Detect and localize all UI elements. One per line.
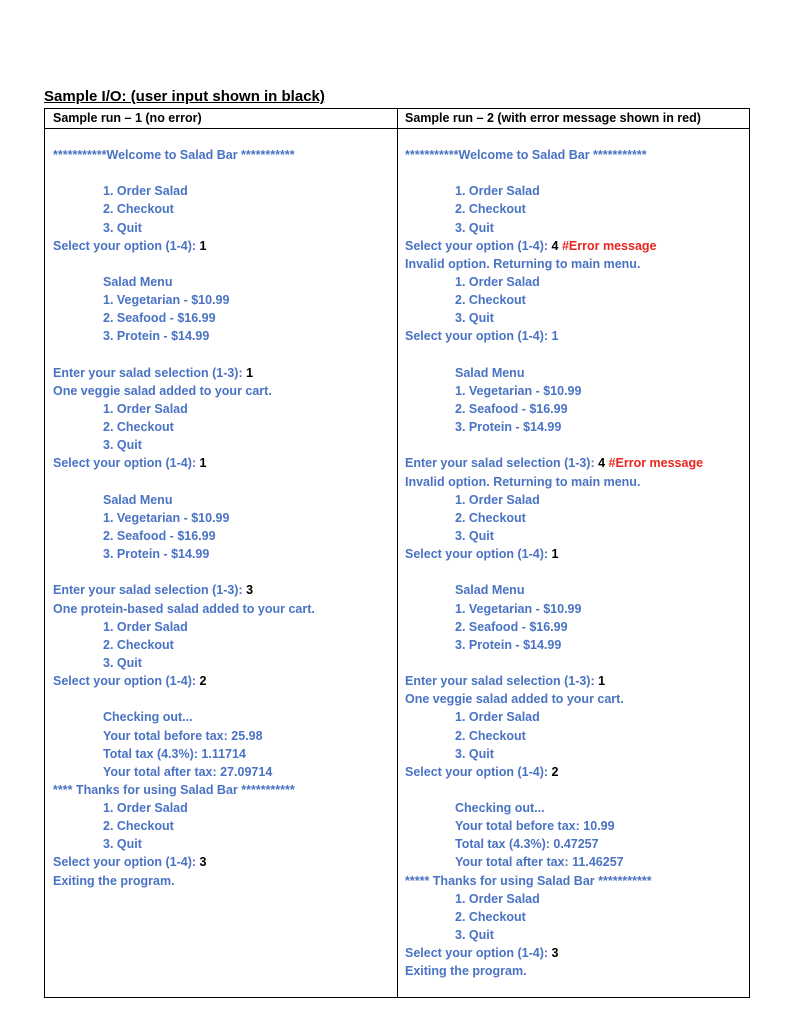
console-line [405,418,745,436]
output-text: Select your option (1-4): [53,674,200,689]
output-text: 1. Order Salad [103,619,188,634]
output-text: 3. Quit [103,655,142,670]
console-line [405,763,745,781]
console-line [53,491,393,509]
output-text: Salad Menu [103,492,173,507]
console-line [405,654,745,672]
console-line [405,237,745,255]
console-line [53,182,393,200]
console-line [405,273,745,291]
output-text: 2. Checkout [103,819,174,834]
output-text: Select your option (1-4): [53,855,200,870]
user-input: 3 [551,946,559,961]
console-line [53,745,393,763]
console-line [53,545,393,563]
header-run-2: Sample run – 2 (with error message shown in red) [405,111,701,125]
console-line [405,872,745,890]
console-line [53,835,393,853]
console-line [405,835,745,853]
console-line [53,291,393,309]
output-text: 2. Seafood - $16.99 [455,401,568,416]
error-message: #Error message [561,238,657,253]
console-line [53,817,393,835]
output-text: 1. Order Salad [103,184,188,199]
column-divider [397,109,398,997]
console-line [405,690,745,708]
output-text: 3. Protein - $14.99 [103,547,210,562]
console-line [53,563,393,581]
output-text: Enter your salad selection (1-3): [53,365,247,380]
output-text: 3. Quit [455,311,494,326]
console-line [405,944,745,962]
output-text: Enter your salad selection (1-3): [405,456,599,471]
output-text: Enter your salad selection (1-3): [53,583,247,598]
output-text: 2. Checkout [103,420,174,435]
page-title: Sample I/O: (user input shown in black) [44,88,325,105]
output-text: Your total before tax: 10.99 [455,819,615,834]
output-text: Select your option (1-4): [53,238,200,253]
console-line [53,853,393,871]
console-line [53,763,393,781]
output-text: 2. Checkout [455,909,526,924]
console-line [405,727,745,745]
output-text: Invalid option. Returning to main menu. [405,256,641,271]
console-line [53,872,393,890]
output-text: 3. Quit [103,438,142,453]
output-text: 2. Checkout [103,637,174,652]
console-line [53,527,393,545]
output-text: **** Thanks for using Salad Bar *********** [53,782,295,797]
console-line [405,400,745,418]
output-text: One veggie salad added to your cart. [405,692,624,707]
console-line [53,600,393,618]
user-input: 2 [199,674,207,689]
console-line [405,182,745,200]
output-text: 1. Order Salad [455,274,540,289]
console-line [405,890,745,908]
console-line [405,146,745,164]
console-line [405,799,745,817]
console-line [53,273,393,291]
output-text: Enter your salad selection (1-3): [405,674,599,689]
console-line [53,400,393,418]
console-line [53,636,393,654]
output-text: 2. Checkout [455,510,526,525]
output-text: 1. Order Salad [455,710,540,725]
output-text: 2. Seafood - $16.99 [103,528,216,543]
output-text: Invalid option. Returning to main menu. [405,474,641,489]
console-line [405,436,745,454]
console-line [405,346,745,364]
output-text: Salad Menu [455,365,525,380]
console-line [53,727,393,745]
output-text: Your total after tax: 11.46257 [455,855,624,870]
output-text: 1. Vegetarian - $10.99 [455,601,582,616]
output-text: Exiting the program. [53,873,175,888]
console-line [405,491,745,509]
header-run-1: Sample run – 1 (no error) [53,111,202,125]
output-text: 1. Vegetarian - $10.99 [103,510,230,525]
console-line [53,146,393,164]
output-text: 2. Checkout [455,202,526,217]
console-line [53,346,393,364]
console-line [53,708,393,726]
user-input: 4 [598,456,606,471]
output-text: Total tax (4.3%): 0.47257 [455,837,599,852]
user-input: 1 [598,674,606,689]
header-divider [45,128,749,129]
user-input: 4 [551,238,559,253]
console-line [405,473,745,491]
user-input: 1 [199,456,207,471]
console-line [405,309,745,327]
console-line [53,364,393,382]
output-text: 2. Checkout [103,202,174,217]
output-text: Checking out... [103,710,193,725]
output-text: One protein-based salad added to your cart. [53,601,315,616]
output-text: 1. Order Salad [455,184,540,199]
console-line [53,309,393,327]
console-line [405,618,745,636]
output-text: Total tax (4.3%): 1.11714 [103,746,246,761]
console-line [405,291,745,309]
user-input: 3 [246,583,254,598]
run-2-output [405,146,745,980]
console-line [405,636,745,654]
output-text: 3. Quit [455,528,494,543]
console-line [53,327,393,345]
console-line [405,527,745,545]
console-line [405,563,745,581]
console-line [405,781,745,799]
output-text: 2. Seafood - $16.99 [103,311,216,326]
console-line [405,908,745,926]
user-input: 3 [199,855,207,870]
console-line [53,200,393,218]
console-line [405,926,745,944]
output-text: 1. Order Salad [103,401,188,416]
console-line [53,418,393,436]
console-line [53,219,393,237]
output-text: 3. Quit [103,220,142,235]
output-text: 2. Checkout [455,293,526,308]
output-text: ***********Welcome to Salad Bar *********** [405,148,647,162]
output-text: 1. Vegetarian - $10.99 [455,383,582,398]
error-message: #Error message [608,456,704,471]
console-line [405,255,745,273]
console-line [53,164,393,182]
console-line [405,853,745,871]
output-text: Select your option (1-4): 1 [405,329,559,344]
console-line [405,708,745,726]
output-text: 2. Checkout [455,728,526,743]
user-input: 1 [246,365,254,380]
console-line [405,545,745,563]
output-text: ***** Thanks for using Salad Bar *********** [405,873,652,888]
output-text: 1. Order Salad [103,801,188,816]
console-line [405,327,745,345]
console-line [405,672,745,690]
console-line [53,618,393,636]
console-line [405,364,745,382]
console-line [53,654,393,672]
output-text: 1. Order Salad [455,891,540,906]
console-line [405,164,745,182]
console-line [53,473,393,491]
output-text: 3. Protein - $14.99 [103,329,210,344]
output-text: Your total before tax: 25.98 [103,728,263,743]
run-1-output [53,146,393,890]
output-text: One veggie salad added to your cart. [53,383,272,398]
output-text: 3. Protein - $14.99 [455,637,562,652]
console-line [405,962,745,980]
output-text: Salad Menu [455,583,525,598]
user-input: 1 [199,238,207,253]
output-text: Exiting the program. [405,964,527,979]
output-text: 1. Vegetarian - $10.99 [103,293,230,308]
output-text: Your total after tax: 27.09714 [103,764,273,779]
console-line [405,454,745,472]
console-line [405,219,745,237]
console-line [405,600,745,618]
output-text: 3. Protein - $14.99 [455,420,562,435]
output-text: Select your option (1-4): [405,764,552,779]
console-line [53,454,393,472]
output-text: Salad Menu [103,274,173,289]
console-line [53,237,393,255]
console-line [405,200,745,218]
output-text: Select your option (1-4): [53,456,200,471]
console-line [405,817,745,835]
output-text: 3. Quit [455,220,494,235]
output-text: Select your option (1-4): [405,238,552,253]
output-text: 2. Seafood - $16.99 [455,619,568,634]
user-input: 2 [551,764,559,779]
output-text: ***********Welcome to Salad Bar *********** [53,148,295,162]
output-text: 3. Quit [455,928,494,943]
console-line [53,799,393,817]
output-text: Checking out... [455,801,545,816]
console-line [53,781,393,799]
console-line [53,672,393,690]
output-text: 1. Order Salad [455,492,540,507]
output-text: Select your option (1-4): [405,946,552,961]
output-text: 3. Quit [103,837,142,852]
output-text: Select your option (1-4): [405,547,552,562]
console-line [405,382,745,400]
console-line [405,745,745,763]
console-line [53,690,393,708]
console-line [405,581,745,599]
console-line [53,581,393,599]
user-input: 1 [551,547,559,562]
console-line [53,436,393,454]
output-text: 3. Quit [455,746,494,761]
console-line [53,255,393,273]
console-line [405,509,745,527]
console-line [53,382,393,400]
console-line [53,509,393,527]
sample-io-table [44,108,750,998]
